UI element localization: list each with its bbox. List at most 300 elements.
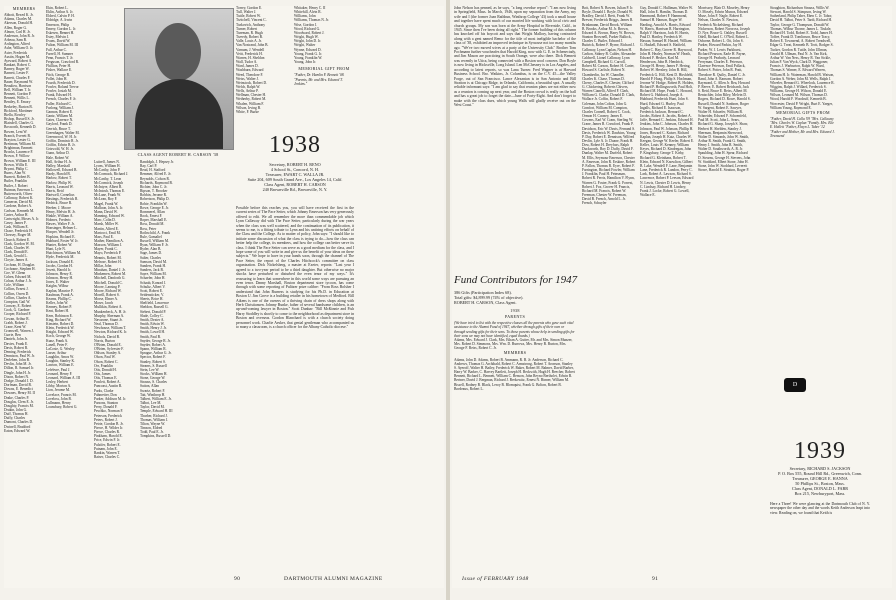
member-name: Akerson, Donald H. — [4, 21, 33, 26]
member-name: Bell, William T. Jr. — [4, 87, 32, 92]
member-name: Follet, John H. — [46, 76, 68, 81]
left-page — [4, 6, 444, 588]
member-name: Kaplan, Maurice F. — [46, 288, 74, 293]
member-name: Stocks, William H. — [140, 371, 168, 376]
member-name: Parsons, Stanton — [94, 401, 118, 406]
member-name: Almon, Carl H. Jr. — [4, 29, 31, 34]
member-name: Peterson, Frederick — [94, 413, 122, 418]
member-name: Burns, Alan W. — [4, 171, 26, 176]
member-name: Richter, John C. Jr. — [140, 184, 168, 189]
member-name: Cromwell, Warren J. — [4, 329, 34, 334]
member-name: Downs, E. Benedict — [4, 387, 33, 392]
member-name: Laughlin, Amos W. — [46, 355, 74, 360]
member-name: McLean, Roy F. — [94, 197, 118, 202]
member-name: Raiser, Charles C. — [94, 455, 121, 460]
member-name: Hartwell, Cornelius — [46, 193, 75, 198]
member-name: Fuller, Richard C. — [46, 101, 72, 106]
member-name: Weed, Theodore F. — [236, 72, 264, 77]
member-name: Cloyte, James A. — [4, 258, 29, 263]
member-name: Otis, Donald H. — [94, 367, 117, 372]
member-name: Lanell, Peter F. — [46, 342, 68, 347]
member-name: Marsh, Miller W. — [94, 222, 119, 227]
member-name: Hunt, Lyle N. — [46, 247, 66, 252]
member-name: Hedrick, Bruce R. — [46, 201, 73, 206]
member-name: Melrose, Robert H. — [94, 259, 122, 264]
class-notes-continued: John Nelson has penned, as he says, "a long overdue report": "I am now living in Springfield, Mass. In March, 1946, upon my separation from the Army, my wife and I (the former Joan Rathbun, Winthrop College '43) took a small house and together have spent much of our married life working with local civic and church groups. My son was born at the Army Hospital in Riverside, Calif., in 1945. Since then I've been doing all right." The former building of this column has knocked off his boycott and says that Wright Mallory, having contracted along with a gent named Remo for the title of most ineligible bachelor of the class of '38, exhibited an improved technique in Syracuse not too many months ago. "We've two moved wives at a party at the University Club." Brother Tom Pochmann further voucheafes that Harold King, now with G. E. in Schenectady, and Jim Mason are practicing in South Orange, were also there. Dick Bennett was recently in Utica, being connected with a Boston wool concern. Don Boyle is now living in Hicksville, Long Island. Len McChesney is in Los Angeles, and according to latest reports, so was Lana Turner. Fred Wagner is at Harvard Business School. Bro. Watkins, Jr. Columbus, is on the C.V. 45—the Valley Forge, out of San Francisco. Lance Alexanian is in San Antonio and Bill Stratton is at Chicago Ridge, in Orlando, California, a beautiful spot. A usually reliable informant says: "I am glad to say that reunion plans are not either now as a reunion is coming up next year, and the Boston crowd is really on the ball and has a great job to forget the date—June of Forty-Eight. And don't forget to make with the class dues, which young Walls will gladly receive out on the West Coast." — [454, 6, 576, 107]
member-name: Whitaker, Henry C. II — [294, 6, 326, 10]
member-list — [46, 6, 92, 409]
member-name: Lefebvre, Paul J. — [46, 367, 71, 372]
member-name: Knight, Edward W. — [46, 330, 74, 335]
member-name: Jackson, Donald E. — [46, 259, 74, 264]
member-name: Duffy, Charles — [4, 416, 26, 421]
member-name: O'Brien, Donald E. — [94, 342, 122, 347]
memorial-list: "Father, David H. Calla '09 "Mrs. Callaway "Mrs. Charles W. Caplan "Family. Mrs. Elie E. Hallett "Father, Elwyn L. Taber '12 "Father and Mother, Mr. and Mrs. Edward J. Townsend — [770, 117, 835, 138]
member-name: Wells, Arthur P. — [236, 89, 259, 94]
member-name: Falion, William M. III — [46, 43, 79, 48]
member-name: Daniels, John Jr. — [4, 337, 28, 342]
member-name: Dennison, Paul W. Jr. — [4, 353, 35, 358]
member-name: Douglas, Clem E. Jr. — [4, 399, 34, 404]
member-name: Pinkham, Harold E. — [94, 434, 123, 439]
member-name: Clark, Donald E. — [4, 250, 29, 255]
member-name: Malloon, John A. Jr. — [94, 205, 124, 210]
member-name: Orr, Franklin — [94, 363, 113, 368]
member-name: Gates, Clarence N. — [46, 118, 74, 123]
member-name: Beaulieu, Harrison — [4, 83, 32, 88]
member-name: Brightman, Emmett — [4, 146, 33, 151]
member-name: Randolph, J. Hepsey Jr. — [140, 160, 174, 164]
member-name: Bosworth, Kenneth D. — [4, 125, 37, 130]
member-name: Parker, Addison M. Jr. — [94, 396, 127, 401]
member-name: Collins, Owen D. — [4, 291, 30, 296]
member-name: Hallowell, Edward B. — [46, 168, 78, 173]
member-list — [294, 6, 354, 64]
member-name: Magel, Frank W. — [94, 201, 119, 206]
member-name: Parks, Clarke — [94, 388, 114, 393]
fund-agent: ROBERT H. CARSON, Class Agent. — [454, 300, 517, 305]
member-name: Hunter, Robert W. — [46, 242, 73, 247]
page-number-right: 91 — [652, 576, 659, 582]
member-name: Richards, Raymond B. — [140, 180, 173, 185]
members-heading: MEMBERS — [12, 6, 36, 11]
member-name: Putnam, John E. — [94, 446, 118, 451]
member-name: Leonard, William A. III — [46, 375, 81, 380]
member-name: Casey, James F. — [4, 220, 27, 225]
class-year-1938: 1938 — [269, 132, 321, 158]
member-name: Gantz, William M. — [46, 114, 73, 119]
member-name: Turner, Robert — [236, 26, 258, 31]
member-name: Swartz, Robert F. — [140, 388, 166, 393]
member-name: Spann, William R. — [140, 347, 167, 352]
member-name: Clark, Gerald L. — [4, 254, 28, 259]
member-name: Davies, Frank E. — [4, 341, 29, 346]
member-name: Barnett, Lester F. — [4, 71, 29, 76]
member-name: Barney, Roger W. — [4, 67, 30, 72]
member-name: Kaighn, Wilbur — [46, 284, 69, 289]
member-name: Drukin, John G. — [4, 408, 28, 412]
member-name: Blaisdell, Charles G. — [4, 121, 34, 126]
member-name: Van Nostrand, John B. — [236, 43, 269, 48]
member-name: Lawton, William E. — [46, 363, 75, 368]
member-name: Honsinger, Helmer L. — [46, 226, 78, 231]
member-name: McCormack, Richard J. — [94, 172, 129, 177]
member-name: Clark, Charles W. — [4, 245, 30, 250]
member-name: Newhouse, William T. — [94, 326, 127, 331]
member-name: Laughin, Stanley K. — [46, 359, 75, 364]
member-name: Moore, Lansing P. — [94, 284, 121, 289]
member-name: Collins, Charles A. — [4, 295, 32, 300]
member-name: Kent, Robert H. — [46, 309, 69, 314]
member-name: Schultz, Albert V. — [140, 284, 166, 289]
member-name: Breitman, William M. — [4, 142, 36, 146]
member-name: Wilson, Irving B. — [236, 105, 262, 110]
member-name: Jones, E. Walter — [46, 280, 70, 285]
member-name: Abbott, Rexed K. Jr. — [4, 13, 34, 18]
member-name: Bentley, E. Emory — [4, 100, 31, 105]
member-name: Seidensticker, V. — [140, 293, 164, 297]
member-name: Halley, Marshall — [46, 163, 70, 168]
member-list — [94, 160, 138, 459]
member-name: Ekin, Robert L. — [46, 6, 69, 10]
member-name: Stearns, S. Russell — [140, 363, 167, 368]
member-name: Griffin, Dominic R. Jr. — [46, 139, 79, 143]
member-name: King, Richard W. — [46, 317, 72, 322]
member-name: Butterworth, Oliver — [4, 191, 33, 196]
member-name: Thomas, William J. — [140, 417, 169, 422]
member-name: Morrill, Robert S. — [94, 293, 120, 297]
member-name: Mitchell, Donald C. — [94, 280, 123, 285]
member-name: Roper, Marshall E. — [140, 218, 168, 223]
member-name: Maxson, William J. — [94, 243, 123, 248]
member-name: Pierce, Charles R. — [94, 430, 120, 435]
members-column-r3: Bott, Robert N. Bowen, Julian P. Jr. Boyle, Donald J. Boyle, Donald W. Bradley, David J. Brett, Frank W. Brewer, Frederick Briggs, James R. Brinkmann, David Brook, William B. Brooks, Arthur M. Jr. Brown, Edward A. Brown, Harry W. Brown, Stanton Brownell, Parker Bullock, Charles C. Butler, Edward J. Buttrick, Robert F. Byrne, Richard J. Callaway, Lynn Caplan, Nelson H. Carlton, Sidney B. Calder, Alexander Caldwell, Lionel Callaway, Lynn Campbell, Richard G. Carroll, Robert M. Carson, Robert H. Carter, Howard S. Carlisle, Robert N. Chamberlin, Ira W. Chandler, Charles K. Chase, Thomas D. Cherry, Charles E. Chester, Clifford G. Chickering, Roberts Chivers, Warren Cianelli, Alfred F. Clark, William G. Clarke, Donald D. Clark, Wallace Jr. Coffin, Robert F. Coleman, John Colton, John G. Comfort, William M. Compton, Charles Connell, Robert C. Cook, Ormon H. Cooney, James E. Cowens, Earl W. Cram, Sterling W. Crane, James R. Crawford, Frank P. Davidson, Eric W. Davis, Fernand S. Davis, Frederick W. Dawkins, Young P. Day, Robert E. Dennison, Wilfred Devlin, Lyle A. Jr. Doane, Frank H. Dow, Robert H. Dreyfuss, Ralph Duckworth, Roy D. Duffy, David F. Dunlap, Walter M. Durfeld, Robert M. Ellis, Seymour Emerson, Chester A. Emerson, John R. Erskine, Robert P. Fallon, Thomas R. Eyre, Robert F. Farrington, Richard Fowler, William J. Franklin, Paul H. Feinsman, Robert R. Ferris, Hamilton V. Flynn, Warren G. Foster, Frank G. Forrest, Robert J. Fox, Grover H. Francis, Richard M. Francis, Robert W. Freeman, Chester W. Freeman, David B. French, Arnold L. Jr. French, Schuyler — [582, 6, 636, 206]
member-name: Lovelace, Francis M. — [46, 392, 77, 397]
member-name: Williams, John — [294, 14, 316, 19]
member-name: Neal, Thomas D. — [94, 322, 119, 327]
member-name: Burnett, Robert B. — [4, 175, 31, 180]
member-name: Ryan, William F. Jr. — [140, 243, 169, 248]
member-name: Griswold, W. H. Jr. — [46, 147, 74, 152]
member-name: Bauer, Raymond W. — [4, 79, 34, 84]
member-name: Davis, Robert R. — [4, 345, 29, 350]
member-name: Lasser, Arthur — [46, 350, 67, 355]
member-name: Whitehill, Alvin R. — [294, 10, 322, 15]
member-name: Wright, John D. Jr. — [294, 39, 322, 44]
member-name: Mann, David W. — [94, 209, 118, 214]
member-name: Callaway, Robert K. — [4, 196, 34, 201]
member-name: Bennett, Willis L. — [4, 96, 30, 101]
member-name: Dixon, Robert N. — [4, 374, 29, 379]
member-name: Rowe, George E. Jr. — [140, 205, 169, 210]
member-name: Kaufman, Frank A. — [46, 292, 74, 297]
member-name: Smith, Paul B. — [140, 334, 161, 339]
member-name: Brown, F. Willow — [4, 154, 30, 159]
member-name: Schaab, Konrad J. — [140, 280, 167, 285]
parents-heading: PARENTS — [504, 314, 526, 320]
member-name: Dorfman, David B. — [4, 383, 32, 388]
member-name: Snyder, George R. Jr. — [140, 338, 171, 343]
member-name: Estey, Melvin J. — [46, 35, 70, 40]
member-name: Wynne, Edward D. — [294, 47, 322, 52]
member-name: Wellman, Chester H. — [236, 93, 267, 98]
memorial-heading: MEMORIAL GIFT FROM — [298, 66, 350, 72]
class-agent-address: 240 Brownville Rd., Brownville, N. Y. — [262, 187, 328, 192]
member-name: Tull, Walter J. — [236, 10, 257, 15]
member-name: Smith, Henry J. Jr. — [140, 326, 167, 331]
member-name: Valle, Louis A. Jr. — [236, 39, 262, 44]
member-name: Lyons, William H. — [94, 164, 121, 169]
member-name: Kunz, Frank A. — [46, 338, 69, 343]
member-name: Shelfield, Lawrence — [140, 301, 169, 306]
member-name: Lullmann, Henry — [46, 400, 71, 405]
member-name: Welch, Ralph W. — [236, 84, 261, 89]
member-name: Dingle, John H. Jr. — [4, 370, 31, 375]
member-name: Hastings, Frederick R. — [46, 197, 79, 202]
member-name: Young, John Jr. — [294, 60, 317, 65]
member-name: Keller, John W. — [46, 301, 69, 306]
member-name: Butler, Franklin — [4, 179, 27, 184]
members-column-2 — [46, 6, 92, 566]
members-column-3 — [94, 160, 138, 570]
member-name: Harlow, Robert T. — [46, 176, 72, 181]
member-name: Mayo, Frederick P. — [94, 251, 122, 256]
member-name: Young, Frank G. Jr. — [294, 51, 323, 56]
member-name: Hutchinson, William M. — [46, 251, 81, 256]
member-name: Woodward, Robert J. — [294, 30, 325, 35]
member-name: Eklin, Arthur A. Jr. — [46, 10, 74, 15]
member-name: Rule, Gamaliel — [140, 234, 162, 239]
member-name: Drake, Charles P. — [4, 395, 29, 400]
member-name: Cartwright, Moses A. Jr. — [4, 216, 40, 221]
member-name: Arbeau, Sam B. — [4, 38, 27, 43]
member-name: Remmer, Alfred E. Jr. — [140, 172, 172, 177]
member-name: Sutton, Allan — [140, 384, 159, 389]
member-name: Washburn, Edward — [236, 68, 264, 73]
member-name: Anderson, John R. Jr. — [4, 33, 35, 38]
portrait-head-shape — [155, 23, 201, 81]
member-name: French, Charles F. Jr. — [46, 97, 77, 102]
member-name: McIntosh, Thomas E. — [94, 189, 126, 194]
page-number-left: 90 — [234, 576, 241, 582]
treasurer-1939-address: 50 Phillips St., Boston, Mass. — [795, 481, 845, 486]
parents-list: Adams, Mrs. Edward J. Clark, Mrs. Ethan A. Gutter, Mr. and Mrs. Simon Munzer, Mrs. Robert D. Simmons, Mrs. Wm. D. Burrows, Mrs. Henry B. Burton, Mrs. George F. Reiss, Robert C. Jr. — [454, 337, 573, 351]
member-name: Mass, Paul E. — [94, 234, 114, 239]
member-name: Whalen, William F. — [236, 101, 265, 106]
member-name: Branch, Everett B. — [4, 133, 31, 138]
member-name: Doughty, Francis M. — [4, 403, 34, 408]
member-name: Farrell, H. Sumner — [46, 51, 73, 56]
member-name: Hardy, Harold B. — [46, 172, 71, 177]
member-name: Rommerel, Allan — [140, 209, 165, 214]
magazine-title: DARTMOUTH ALUMNI MAGAZINE — [284, 576, 383, 582]
member-list-r6: Stoughton, Richardson Strauss, Willis W. Stewart, Harold S. Stimpson, Irving W. Sutherland, Philip Taber, Eben C. Jr. Tabor, David H. Talbot, Peter S. Tardi, Richard H. Taylor, George G. Thompson, Donald W. Thomas, Wilbur Thorne, James L. Tisdale, Richard H. Todd, Robert E. Todd, James H. Toffee, Frank D. Tomlinson, Bruce Tracy, Robert E. Townsend, A. Robert Treadwell, Edgar G. Treat, Kenneth B. Trott, Rodger S. Tucker, Gordon R. Tuttle, John Ullman, Gerald H. Ullman, Paul N. Jr. Van Kirk, Arthur W. Van Ness, Henry R. Van Sickle, Julian F. Van Wyck, Clark D. Waggoner, Francis J. Warburton, Ralph W. Ward, Thomas S. Warner, E. Edward Warren, William H. Jr. Waterman, Harold B. Watson, Gordon A. Weber, John M. Wells, Ralph J. Wheeler, Bernard G. Wheelock, Laurence R. Wiggins, Ralph J. Willard, Frederick S. Williams, George H. Wilson, Donald E. Wilson, Leonard M. Wilson, Thomas D. Wood, Harold F. Woodruff, Kenneth B. Worcester, David P. Wright, Burt E. Yaeger, William Young, Raymond E. — [770, 6, 835, 110]
member-name: Williams, Thomas N. Jr. — [294, 18, 329, 23]
member-name: Sprague, Arthur G. Jr. — [140, 351, 172, 356]
member-name: LaCoste, G. Wesley — [46, 346, 75, 351]
member-name: Wetherby, Robert M. — [236, 97, 267, 102]
member-name: Bishop, Russell S. Jr. — [4, 117, 35, 122]
member-name: Gunn, Arthur D. — [46, 151, 70, 156]
member-name: Wright, Walter — [294, 43, 316, 48]
members-column-r6 — [770, 6, 836, 306]
member-name: Peschko, Norman F. — [94, 409, 124, 414]
member-name: Crabb, Robert J. — [4, 320, 28, 325]
fund-summary — [454, 290, 576, 305]
member-name: Chessey, Roger M. — [4, 233, 32, 238]
member-name: Martocci, Emil M. — [94, 230, 121, 235]
member-name: Griffin, Edwin B. Jr. — [46, 143, 76, 148]
member-name: Tweedy, Robert B. — [236, 35, 263, 40]
photo-caption: CLASS AGENT ROBERT H. CARSON '38 — [137, 152, 219, 157]
member-name: Cowan, Arthur R. — [4, 316, 30, 321]
member-name: Sheets, Brice H. — [140, 297, 164, 302]
member-name: Cohen, Edward M. — [4, 275, 32, 279]
member-name: Peters, Robert J. — [94, 417, 118, 422]
parents-note: (We have tried to list with the respective classes all the parents who gave such vital assistance to the Alumni Fund of 1947, whether through gifts of their own or through sending gifts for their sons. To those parents whose help in sending gifts for their sons we may not have identified, equal thanks.) — [454, 321, 575, 338]
member-name: Coe, W. Glenn — [4, 270, 26, 275]
member-name: McLane, Frank W. — [94, 193, 121, 198]
member-name: Barrett, Charles F. — [4, 75, 31, 80]
member-name: Slade, Colley C. — [140, 313, 164, 318]
member-name: Hooper, Wendell Jr. — [46, 230, 75, 235]
member-name: Russell, William M. — [140, 238, 169, 243]
member-name: Evans, David W. — [46, 39, 71, 44]
member-name: Wood, Richard G. — [294, 26, 321, 31]
treasurer-1939: Treasurer, GEORGE E. HANNA — [792, 476, 848, 481]
member-name: Jewett, Harold Jr. — [46, 267, 72, 272]
member-name: Mather, Hamilton A. — [94, 238, 124, 243]
member-name: Marc, Colin D. — [94, 218, 116, 223]
member-name: Compton, Gail W. — [4, 299, 31, 304]
member-name: Dodge, Donald J. D. — [4, 378, 34, 383]
members-column-6 — [294, 6, 354, 126]
member-name: Ardington, Alfred — [4, 42, 30, 47]
member-name: Norris, Burton — [94, 338, 115, 343]
agent-1939: Class Agent, DONALD L. FABR — [791, 486, 849, 491]
member-name: Sanders, Frank H. — [140, 263, 166, 268]
member-name: O'Brien, Sylvester F. — [94, 347, 124, 352]
member-name: Gannon, Robert E. — [46, 109, 73, 114]
members-column-2b — [94, 6, 122, 146]
member-name: Fisher, Wallace E. — [46, 68, 73, 73]
member-name: Rankin, Warren T. — [94, 450, 121, 455]
member-name: McIntyre, Albert R. — [94, 184, 123, 189]
member-name: Luttrell, James N. — [94, 160, 120, 164]
members-column-5 — [236, 6, 290, 126]
member-name: Robbin, Jerome R. — [140, 193, 167, 198]
member-name: Smith, Dexter A. — [140, 317, 165, 322]
member-name: Ripson, T. Brooker — [140, 189, 168, 194]
member-name: Bankart, Robert C. — [4, 63, 32, 68]
member-name: Allen, Roger G. — [4, 25, 27, 30]
member-name: Eaton, Edward W. — [4, 428, 31, 433]
members-heading-2: MEMBERS — [503, 350, 527, 356]
member-name: Tilton, Wayne W. — [140, 421, 166, 426]
member-name: Morse, Elmer A. — [94, 297, 118, 302]
member-name: Butler, J. Robert — [4, 183, 28, 188]
class-officers — [236, 162, 354, 192]
member-list — [4, 13, 44, 433]
member-name: White, F. Burke — [236, 109, 259, 114]
member-name: Clark, Gordon W. M. — [4, 241, 35, 246]
member-name: Sanders, Jack B. — [140, 268, 164, 273]
member-name: Collins, Ernest J. — [4, 287, 29, 292]
member-name: Frank, Edward H. — [46, 93, 72, 98]
member-name: Tuttle, Robert W. — [236, 14, 261, 19]
fund-gifts: 386 Gifts (Participation Index 68). — [454, 290, 512, 295]
member-name: Weinstock, Robert D. — [236, 80, 268, 85]
member-name: Hopkins, Richard E. — [46, 234, 76, 239]
member-name: Gerrish, Bruce T. — [46, 126, 71, 131]
member-name: Jacobs, Gordon H. — [46, 263, 73, 268]
member-name: Fhillion, Peter H. — [46, 64, 71, 69]
member-name: Henry, Melvin H. Jr. — [46, 209, 76, 214]
member-name: Otis, James — [94, 371, 111, 376]
member-name: McCarthy, John P. — [94, 168, 121, 173]
member-name: Moore, Richard W. — [94, 288, 122, 293]
member-name: Bryant, Philip C. — [4, 166, 29, 171]
member-name: Kearns, Phillip C. — [46, 296, 72, 301]
memorial-heading-2: MEMORIAL GIFTS FROM — [776, 109, 830, 115]
member-name: Eskesen, Bennet H. — [46, 30, 75, 35]
member-name: Taylor, David M. — [140, 405, 165, 410]
member-name: Hinkle, William A. — [46, 213, 74, 218]
secretary-1939-address: P. O. Box 555, Round Hill Rd., Greenwich, Conn. — [778, 471, 862, 476]
member-name: Chase, Frederick H. — [4, 229, 33, 234]
member-name: Derleben, John B. — [4, 358, 30, 363]
member-name: Cochran, H. Douglas — [4, 262, 35, 267]
secretary: Secretary, ROBERT H. RENO — [269, 162, 321, 167]
member-name: Hall, Arthur H. Jr. — [46, 159, 72, 164]
member-name: Price, Edwin F. Jr. — [94, 438, 121, 443]
member-name: Sheldon, Russell G. — [140, 305, 169, 310]
fund-contributors-title: Fund Contributors for 1947 — [454, 274, 578, 286]
member-name: Fitch, George B. — [46, 72, 70, 77]
member-name: McCarthy, T. Leon — [94, 176, 122, 181]
member-name: Mitchell, Danforth G. — [94, 276, 126, 281]
member-name: Bennett, Gordon P. — [4, 92, 32, 97]
member-name: Read, H. Stafford — [140, 168, 166, 173]
member-name: Weiss, Walter J. — [236, 76, 259, 81]
member-name: Sage, James D. — [140, 251, 162, 256]
member-name: Brown, Willis E. — [4, 162, 29, 167]
member-name: Navarone, Stuart Jr. — [94, 317, 123, 322]
member-name: Cardone, Robert A. — [4, 204, 32, 209]
member-name: Greenhagen, Walter M. — [46, 130, 80, 135]
member-name: Cash, William E. — [4, 225, 29, 230]
member-name: Sayre, William M. — [140, 272, 167, 277]
member-name: Dillon, R. Samuel Jr. — [4, 366, 35, 371]
member-name: Adams, Charles M. — [4, 17, 32, 22]
parents-section — [454, 308, 576, 570]
member-name: Brown, William E. III — [4, 158, 36, 163]
member-name: Deming, Frederick — [4, 349, 32, 354]
member-name: Brayton, Lester G. — [4, 137, 31, 142]
member-list — [236, 6, 290, 114]
member-name: Rothschild, A. Frank — [140, 230, 170, 235]
member-name: Fowler, Roland Trevor — [46, 84, 79, 89]
member-name: Aster, Frederick — [4, 50, 28, 55]
member-name: Minahan, Daniel J. Jr. — [94, 268, 126, 273]
member-name: Veitt, Frederick H. — [236, 51, 263, 56]
member-name: Pahnreiter, Don — [94, 392, 117, 397]
member-name: Eldridge, A. Irwin — [46, 18, 73, 23]
member-name: Schaefer, John H. — [140, 276, 166, 281]
member-name: Pulsifer, Robert E. — [94, 442, 121, 447]
member-name: Mayer, Frank C. — [94, 247, 118, 252]
member-name: Torrey, Gordon E. — [236, 6, 263, 10]
